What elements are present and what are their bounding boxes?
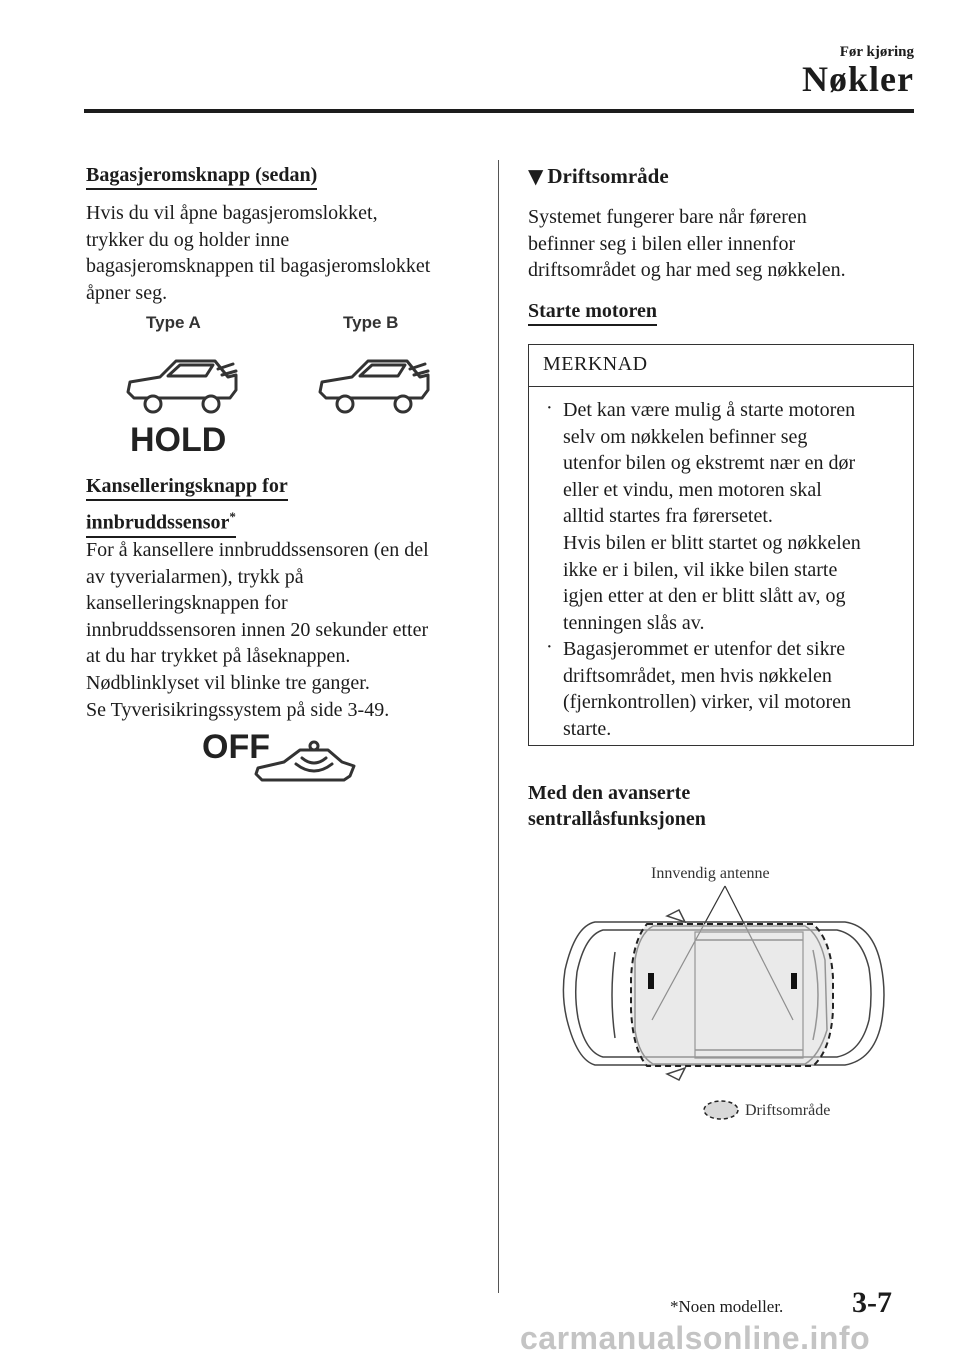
trunk-button-figure (110, 345, 450, 460)
column-divider (498, 160, 499, 1293)
legend-label: Driftsområde (745, 1102, 831, 1119)
antenna-icon (648, 973, 654, 989)
intrusion-cancel-figure (196, 724, 366, 794)
header-rule (84, 109, 914, 113)
sedan-trunk-open-icon-b (320, 361, 428, 412)
paragraph-intrusion-sensor: For å kansellere innbruddssensoren (en del av tyverialarmen), trykk på kanselleringsknappen for innbruddssensoren innen 20 sekunder etter at du har trykket på låseknappen. Nødblinklyset vil blinke tre ganger. Se Tyverisikringssystem på side 3-49. (86, 539, 429, 721)
antenna-range-figure (555, 860, 895, 1125)
page-number: 3-7 (852, 1286, 892, 1319)
note-title: MERKNAD (543, 353, 648, 375)
bullet-dot: · (546, 636, 553, 658)
note-box (528, 344, 914, 746)
antenna-label: Innvendig antenne (651, 865, 770, 882)
footnote: *Noen modeller. (670, 1297, 784, 1316)
heading-start-engine: Starte motoren (528, 299, 657, 326)
footnote-mark: * (229, 509, 236, 524)
antenna-icon (791, 973, 797, 989)
heading-intrusion-sensor: Kanselleringsknapp for innbruddssensor* (86, 474, 288, 538)
heading-operating-range: ▼ Driftsområde (528, 164, 669, 188)
watermark: carmanualsonline.info (520, 1320, 871, 1356)
note-item-2: Bagasjerommet er utenfor det sikre driftsområdet, men hvis nøkkelen (fjernkontrollen) virker, vil motoren starte. (563, 638, 851, 740)
paragraph-operating-range: Systemet fungerer bare når føreren befinner seg i bilen eller innenfor driftsområdet og har med seg nøkkelen. (528, 206, 846, 282)
section-title: Før kjøring (839, 44, 914, 60)
legend-swatch (704, 1101, 738, 1119)
operating-range-area (631, 924, 833, 1066)
type-a-label: Type A (146, 313, 201, 332)
heading-advanced-lock: Med den avanserte sentrallåsfunksjonen (528, 782, 706, 830)
bullet-dot: · (546, 397, 553, 419)
chapter-title: Nøkler (802, 59, 914, 99)
note-item-1: Det kan være mulig å starte motoren selv om nøkkelen befinner seg utenfor bilen og ekstremt nær en dør eller et vindu, men motoren skal alltid startes fra førersetet. Hvis bilen er blitt startet og nøkkelen ikke er i bilen, vil ikke bilen starte igjen etter at den er blitt slått av, og tenningen slås av. (563, 399, 861, 634)
heading-trunk-button: Bagasjeromsknapp (sedan) (86, 163, 317, 190)
off-label: OFF (202, 728, 270, 766)
sedan-trunk-open-icon-a (128, 361, 236, 412)
note-header (529, 345, 913, 387)
paragraph-trunk: Hvis du vil åpne bagasjeromslokket, trykker du og holder inne bagasjeromsknappen til bagasjeromslokket åpner seg. (86, 202, 431, 304)
type-b-label: Type B (343, 313, 399, 332)
sedan-sensor-icon (256, 742, 354, 780)
triangle-bullet-icon: ▼ (528, 164, 544, 188)
hold-label: HOLD (130, 421, 227, 459)
